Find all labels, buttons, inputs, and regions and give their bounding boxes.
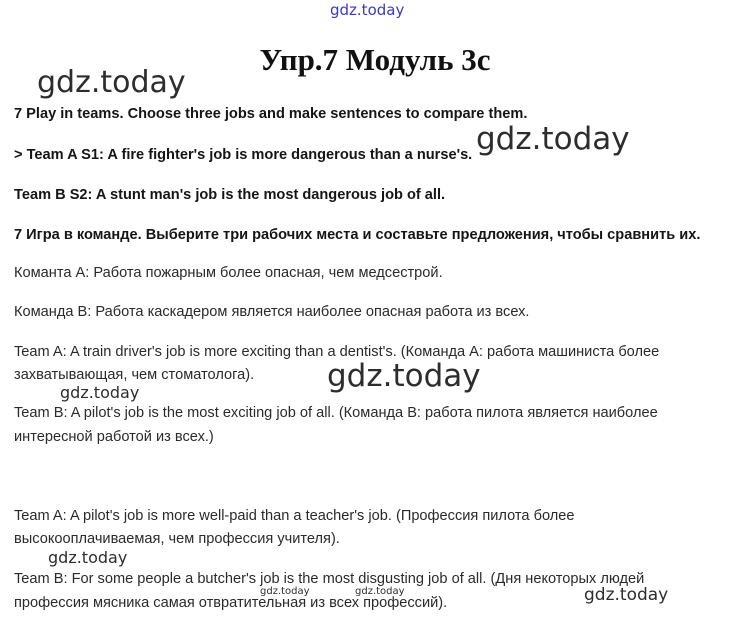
wm-large-3: gdz.today bbox=[327, 358, 481, 394]
wm-large-2: gdz.today bbox=[476, 121, 630, 157]
answer-line: Team B: A pilot's job is the most exciting job of all. (Команда В: работа пилота является наиболее bbox=[14, 405, 658, 421]
wm-small-2: gdz.today bbox=[48, 548, 128, 567]
answer-line: интересной работой из всех.) bbox=[14, 429, 214, 445]
wm-small-3: gdz.today bbox=[584, 585, 669, 605]
example-team-a: > Team A S1: A fire fighter's job is more dangerous than a nurse's. bbox=[14, 147, 473, 163]
wm-small-1: gdz.today bbox=[60, 383, 140, 402]
answer-line: Team A: A pilot's job is more well-paid than a teacher's job. (Профессия пилота более bbox=[14, 508, 575, 524]
answer-line: захватывающая, чем стоматолога). bbox=[14, 367, 255, 383]
wm-tiny-2: gdz.today bbox=[355, 586, 405, 597]
translation-team-a: Команта А: Работа пожарным более опасная, чем медсестрой. bbox=[14, 265, 443, 281]
watermark-top: gdz.today bbox=[330, 1, 405, 19]
answer-line: профессия мясника самая отвратительная из всех профессий). bbox=[14, 595, 448, 611]
task-heading-ru: 7 Игра в команде. Выберите три рабочих места и составьте предложения, чтобы сравнить их. bbox=[14, 227, 701, 243]
translation-team-b: Команда В: Работа каскадером является наиболее опасная работа из всех. bbox=[14, 304, 530, 320]
answer-line: Team A: A train driver's job is more exciting than a dentist's. (Команда А: работа машиниста более bbox=[14, 344, 660, 360]
answer-line: Team B: For some people a butcher's job is the most disgusting job of all. (Дня некоторых людей bbox=[14, 571, 645, 587]
page-title: Упр.7 Модуль 3с bbox=[259, 42, 491, 77]
task-heading-en: 7 Play in teams. Choose three jobs and make sentences to compare them. bbox=[14, 106, 528, 122]
answer-line: высокооплачиваемая, чем профессия учителя). bbox=[14, 531, 340, 547]
wm-large-1: gdz.today bbox=[37, 65, 186, 100]
example-team-b: Team B S2: A stunt man's job is the most dangerous job of all. bbox=[14, 187, 446, 203]
wm-tiny-1: gdz.today bbox=[260, 586, 310, 597]
